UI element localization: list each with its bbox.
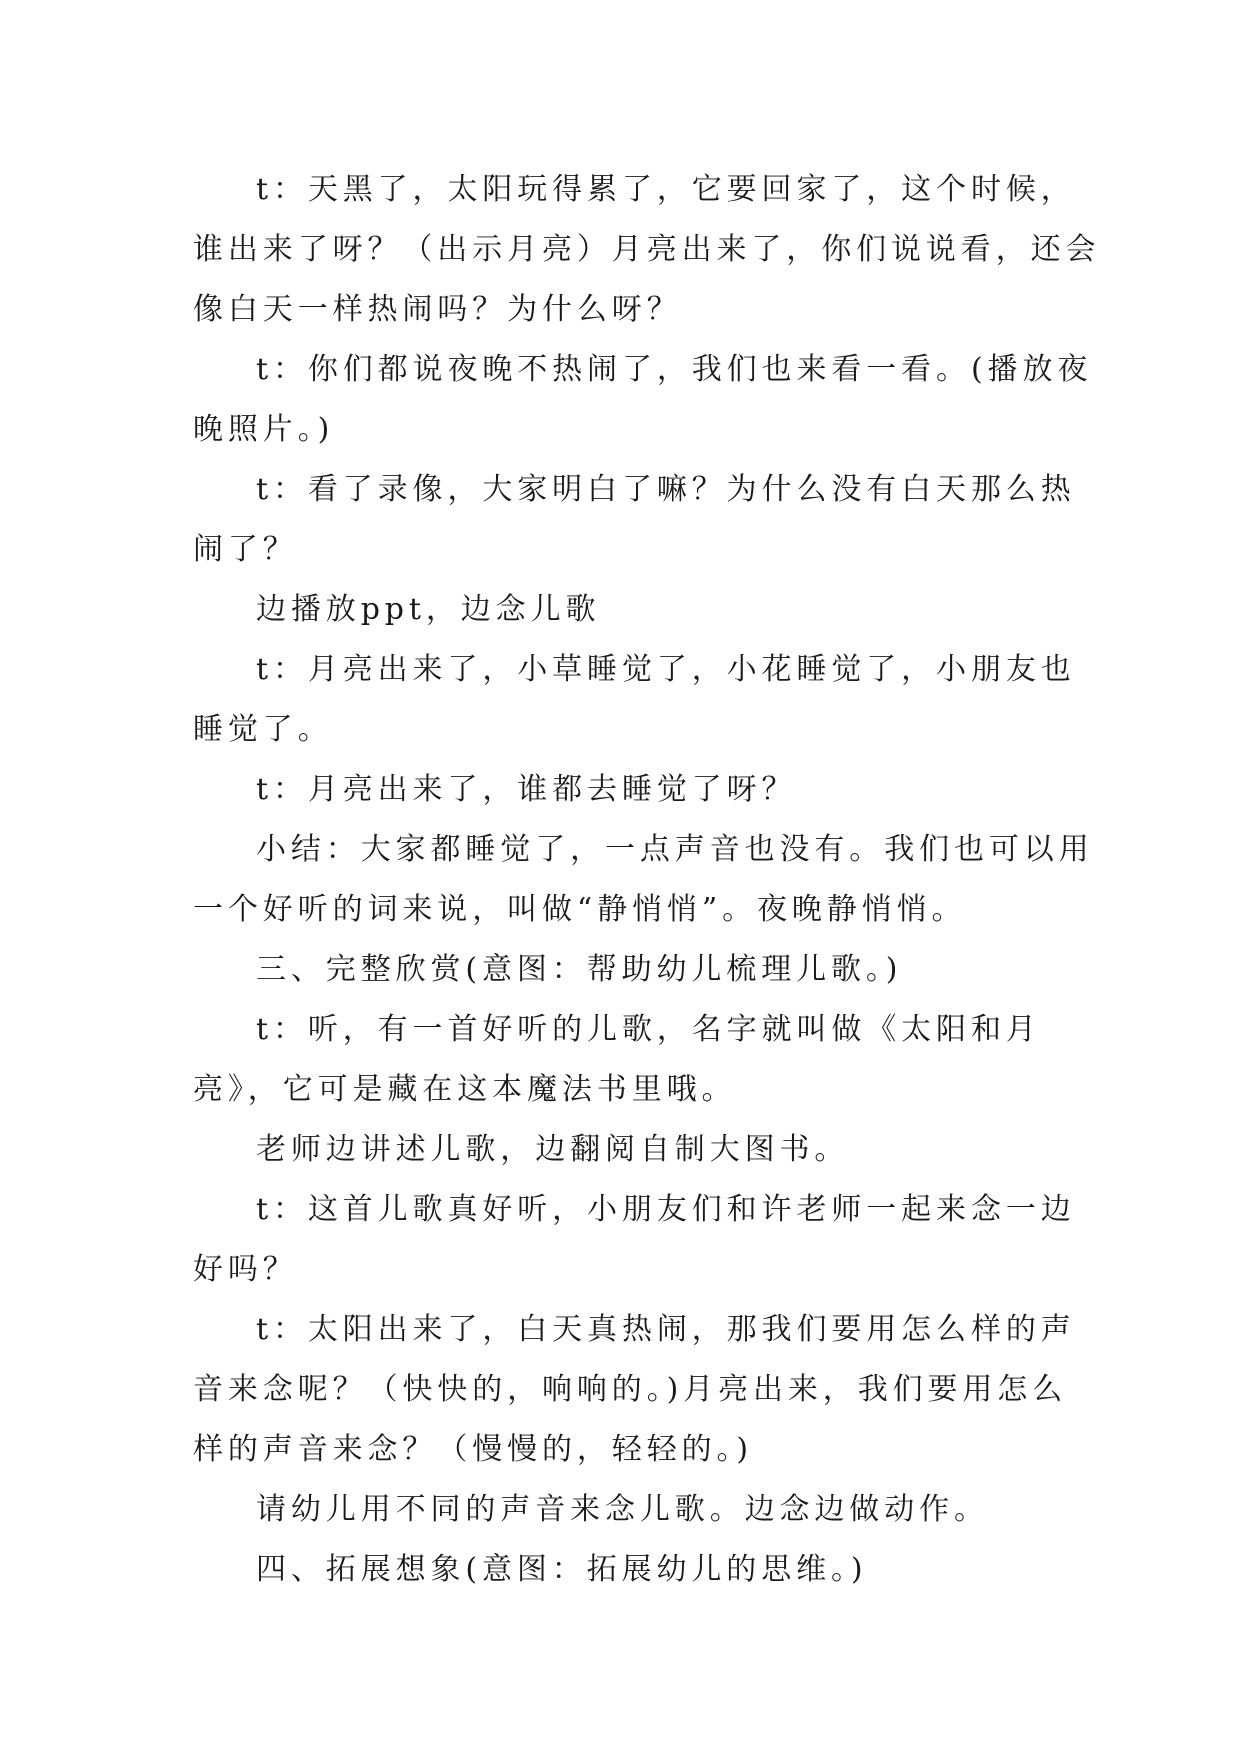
- text-line: t：看了录像，大家明白了嘛？为什么没有白天那么热: [256, 472, 1076, 507]
- text-line: 小结：大家都睡觉了，一点声音也没有。我们也可以用: [256, 832, 1094, 867]
- text-line: 亮》，它可是藏在这本魔法书里哦。: [193, 1072, 737, 1107]
- text-line: 好吗？: [193, 1252, 298, 1287]
- text-line: 一个好听的词来说，叫做“静悄悄”。夜晚静悄悄。: [193, 892, 967, 927]
- text-line: 睡觉了。: [193, 712, 333, 747]
- section-heading: 三、完整欣赏(意图：帮助幼儿梳理儿歌。): [256, 952, 903, 987]
- text-line: t：月亮出来了，小草睡觉了，小花睡觉了，小朋友也: [256, 652, 1076, 687]
- text-line: t：听，有一首好听的儿歌，名字就叫做《太阳和月: [256, 1012, 1041, 1047]
- text-line: t：这首儿歌真好听，小朋友们和许老师一起来念一边: [256, 1192, 1076, 1227]
- text-line: 闹了？: [193, 532, 298, 567]
- text-line: t：太阳出来了，白天真热闹，那我们要用怎么样的声: [256, 1312, 1076, 1347]
- document-body: [193, 160, 1101, 1600]
- text-line: 请幼儿用不同的声音来念儿歌。边念边做动作。: [256, 1492, 989, 1527]
- text-line: 样的声音来念？（慢慢的，轻轻的。): [193, 1432, 754, 1467]
- text-line: t：月亮出来了，谁都去睡觉了呀？: [256, 772, 797, 807]
- text-line: 边播放ppt，边念儿歌: [256, 592, 601, 627]
- text-line: 像白天一样热闹吗？为什么呀？: [193, 292, 682, 327]
- text-line: t：你们都说夜晚不热闹了，我们也来看一看。(播放夜: [256, 352, 1093, 387]
- section-heading: 四、拓展想象(意图：拓展幼儿的思维。): [256, 1552, 868, 1587]
- text-line: 谁出来了呀？（出示月亮）月亮出来了，你们说说看，还会: [193, 232, 1101, 267]
- text-line: t：天黑了，太阳玩得累了，它要回家了，这个时候，: [256, 172, 1076, 207]
- text-line: 音来念呢？（快快的，响响的。)月亮出来，我们要用怎么: [193, 1372, 1068, 1407]
- text-line: 老师边讲述儿歌，边翻阅自制大图书。: [256, 1132, 850, 1167]
- text-line: 晚照片。): [193, 412, 335, 447]
